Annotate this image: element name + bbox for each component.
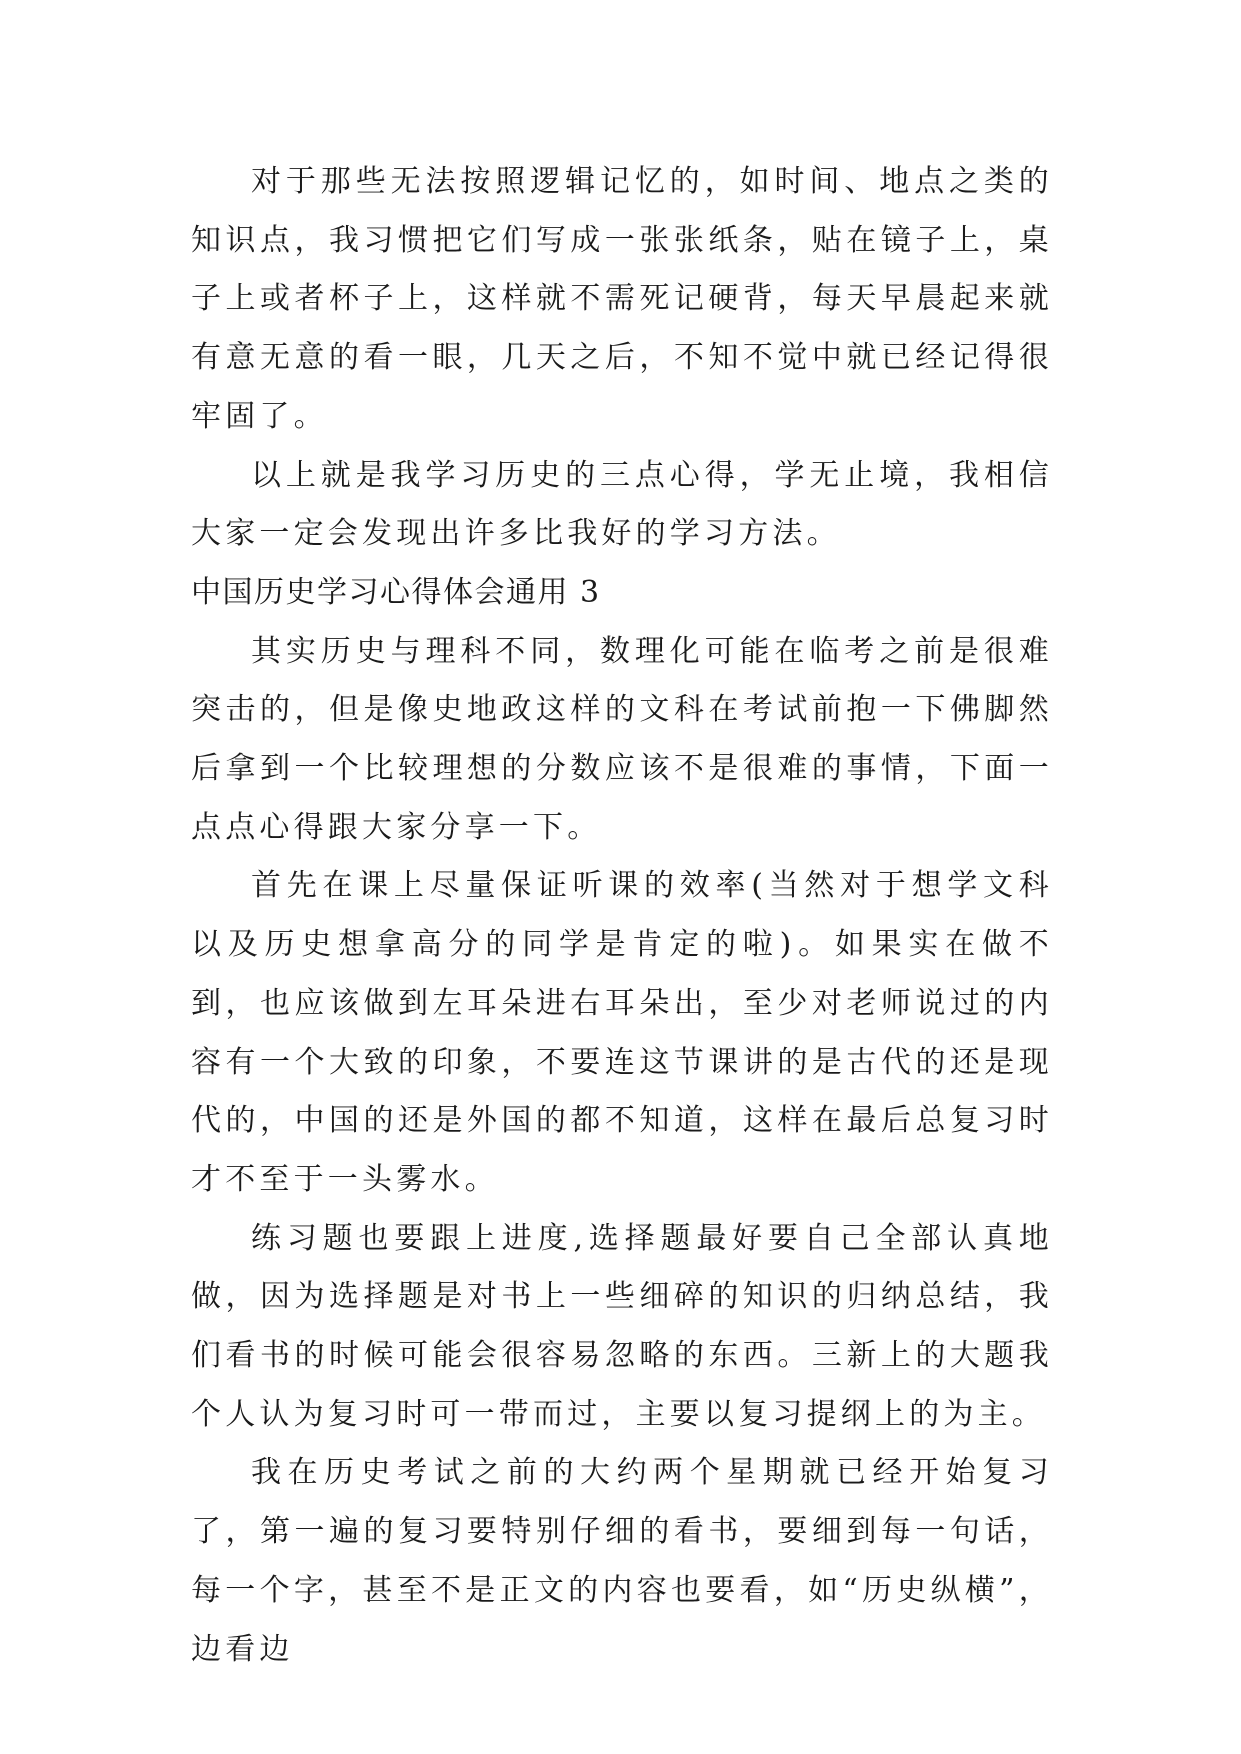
paragraph-intro: 其实历史与理科不同，数理化可能在临考之前是很难突击的，但是像史地政这样的文科在考试前抱一下佛脚然后拿到一个比较理想的分数应该不是很难的事情，下面一点点心得跟大家分享一下。 [191,633,1053,845]
paragraph-exercises: 练习题也要跟上进度,选择题最好要自己全部认真地做，因为选择题是对书上一些细碎的知识的归纳总结，我们看书的时候可能会很容易忽略的东西。三新上的大题我个人认为复习时可一带而过，主要以复习提纲上的为主。 [191,1220,1053,1432]
paragraph-memorization-notes: 对于那些无法按照逻辑记忆的，如时间、地点之类的知识点，我习惯把它们写成一张张纸条，贴在镜子上，桌子上或者杯子上，这样就不需死记硬背，每天早晨起来就有意无意的看一眼，几天之后，不知不觉中就已经记得很牢固了。 [191,164,1053,434]
paragraph-conclusion: 以上就是我学习历史的三点心得，学无止境，我相信大家一定会发现出许多比我好的学习方法。 [191,457,1053,552]
paragraph-review-plan: 我在历史考试之前的大约两个星期就已经开始复习了，第一遍的复习要特别仔细的看书，要细到每一句话，每一个字，甚至不是正文的内容也要看，如“历史纵横”，边看边 [191,1455,1053,1667]
document-body [191,153,1053,1679]
paragraph-class-efficiency: 首先在课上尽量保证听课的效率(当然对于想学文科以及历史想拿高分的同学是肯定的啦)。如果实在做不到，也应该做到左耳朵进右耳朵出，至少对老师说过的内容有一个大致的印象，不要连这节课讲的是古代的还是现代的，中国的还是外国的都不知道，这样在最后总复习时才不至于一头雾水。 [191,868,1053,1197]
section-heading: 中国历史学习心得体会通用 3 [191,574,601,610]
